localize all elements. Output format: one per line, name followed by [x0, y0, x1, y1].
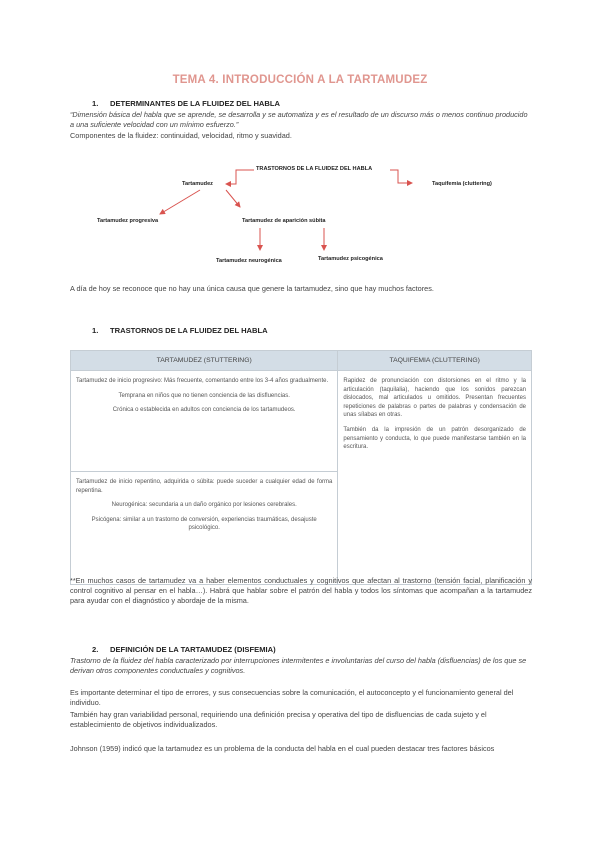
johnson-paragraph: Johnson (1959) indicó que la tartamudez es un problema de la conducta del habla en el cual pueden destacar tres factores básicos	[70, 744, 495, 753]
behavioral-note: **En muchos casos de tartamudez va a haber elementos conductuales y cognitivos que afectan al trastorno (tensión facial, planificación y control cognitivo al pensar en el habla…). Habrá que hablar sobre el patrón del habla y todos los síntomas que acompañan a la tartamudez para ayudar con el diagnóstico y abordaje de la misma.	[70, 576, 532, 605]
diagram-subita: Tartamudez de aparición súbita	[242, 218, 326, 224]
taquifemia-thinking: También da la impresión de un patrón desorganizado de pensamiento y conducta, lo que puede manifestarse también en la escritura.	[343, 426, 526, 451]
page-title: TEMA 4. INTRODUCCIÓN A LA TARTAMUDEZ	[172, 74, 428, 86]
table-header-tartamudez: TARTAMUDEZ (STUTTERING)	[71, 351, 338, 371]
cell-taquifemia	[338, 371, 532, 585]
fluency-definition-quote: “Dimensión básica del habla que se aprende, se desarrolla y se automatiza y es el resultado de un discurso más o menos continuo producido a una suficiente velocidad con un mínimo esfuerzo.”	[70, 110, 528, 129]
section-3-title: DEFINICIÓN DE LA TARTAMUDEZ (DISFEMIA)	[110, 645, 276, 654]
diagram-progresiva: Tartamudez progresiva	[97, 218, 159, 224]
table-header-taquifemia: TAQUIFEMIA (CLUTTERING)	[338, 351, 532, 371]
cell-progresiva	[71, 371, 338, 472]
arrow-to-progresiva	[160, 190, 200, 214]
section-1-number: 1.	[92, 99, 99, 108]
progresiva-cronica: Crónica o establecida en adultos con conciencia de los tartamudeos.	[112, 407, 296, 414]
repentina-psicogena: Psicógena: similar a un trastorno de conversión, experiencias traumáticas, desajuste psicológico.	[91, 516, 317, 532]
section-2-heading	[92, 326, 268, 335]
fluency-components: Componentes de la fluidez: continuidad, velocidad, ritmo y suavidad.	[70, 131, 292, 140]
arrow-root-to-taquifemia	[390, 170, 412, 183]
section-3-heading	[92, 645, 276, 654]
arrow-to-subita	[226, 190, 240, 207]
progresiva-temprana: Temprana en niños que no tienen conciencia de las disfluencias.	[118, 392, 290, 399]
errors-paragraph: Es importante determinar el tipo de errores, y sus consecuencias sobre la comunicación, el autoconcepto y el funcionamiento general del individuo.	[70, 688, 514, 707]
taquifemia-description: Rapidez de pronunciación con distorsiones en el ritmo y la articulación (taquilalia), haciendo que los sonidos parezcan dislocados, mal articulados u omitidos. Presentan frecuentes repeticiones de palabras o partes de palabras y condensación de unas sílabas en otras.	[343, 378, 526, 419]
diagram-taquifemia: Taquifemia (cluttering)	[432, 181, 492, 187]
fluency-disorders-table	[70, 350, 532, 585]
diagram-tartamudez: Tartamudez	[182, 181, 213, 187]
section-3-number: 2.	[92, 645, 99, 654]
diagram-neurogenica: Tartamudez neurogénica	[216, 258, 282, 264]
progresiva-intro: Tartamudez de inicio progresivo: Más frecuente, comentando entre los 3-4 años gradualmente.	[76, 378, 329, 384]
diagram-root: TRASTORNOS DE LA FLUIDEZ DEL HABLA	[256, 166, 373, 172]
section-1-title: DETERMINANTES DE LA FLUIDEZ DEL HABLA	[110, 99, 281, 108]
diagram-psicogenica: Tartamudez psicogénica	[318, 256, 383, 262]
variability-paragraph: También hay gran variabilidad personal, requiriendo una definición precisa y operativa del tipo de disfluencias de cada sujeto y el establecimiento de objetivos individualizados.	[70, 710, 487, 729]
cell-repentina	[71, 472, 338, 585]
repentina-intro: Tartamudez de inicio repentino, adquirida o súbita: puede suceder a cualquier edad de forma repentina.	[76, 479, 333, 494]
section-2-title: TRASTORNOS DE LA FLUIDEZ DEL HABLA	[110, 326, 268, 335]
repentina-neurogenica: Neurogénica: secundaria a un daño orgánico por lesiones cerebrales.	[111, 502, 297, 509]
stuttering-definition: Trastorno de la fluidez del habla caracterizado por interrupciones intermitentes e involuntarias del curso del habla (disfluencias) de los que se derivan otros componentes conductuales y cognitivos.	[70, 656, 527, 675]
section-2-number: 1.	[92, 326, 99, 335]
arrow-root-to-tartamudez	[226, 170, 254, 184]
multifactor-note: A día de hoy se reconoce que no hay una única causa que genere la tartamudez, sino que hay muchos factores.	[70, 284, 434, 293]
